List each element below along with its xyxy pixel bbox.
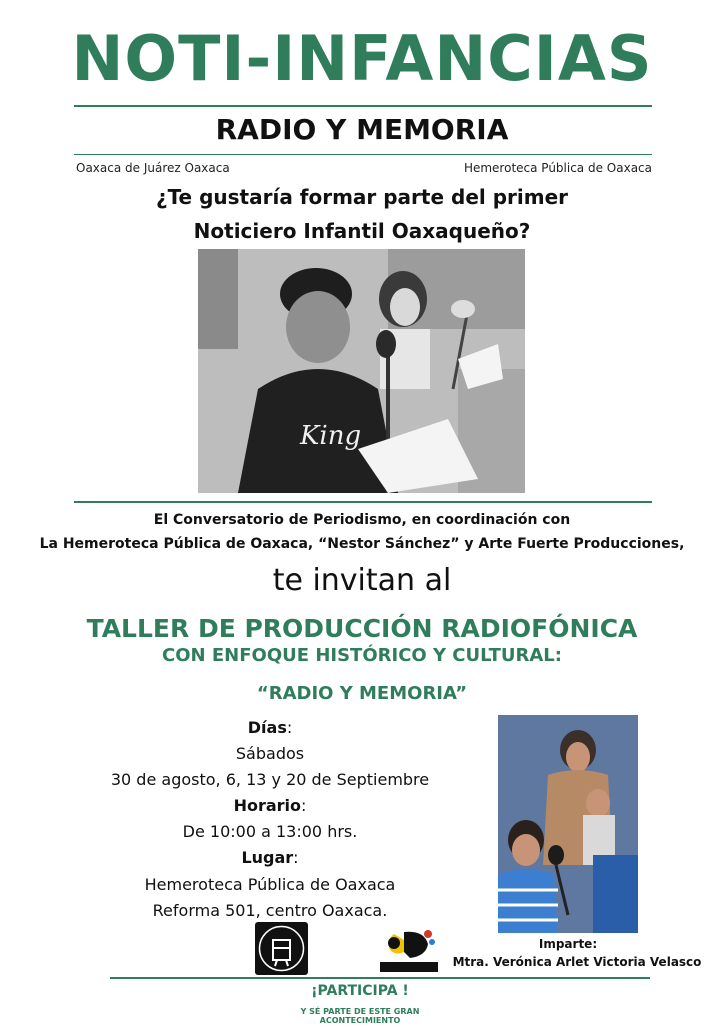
footer-tagline: Y SÉ PARTE DE ESTE GRAN ACONTECIMIENTO bbox=[300, 1007, 420, 1025]
instructor-illustration bbox=[498, 715, 638, 933]
instructor-label: Imparte: bbox=[538, 937, 598, 951]
dias-block bbox=[110, 718, 430, 737]
dias-value-1: Sábados bbox=[235, 744, 305, 763]
footer-divider bbox=[110, 977, 650, 979]
workshop-name: “RADIO Y MEMORIA” bbox=[256, 683, 468, 704]
dias-label: Días bbox=[247, 718, 287, 737]
horario-value: De 10:00 a 13:00 hrs. bbox=[182, 822, 358, 841]
arte-fuerte-logo-icon bbox=[380, 926, 438, 972]
lugar-value-2: Reforma 501, centro Oaxaca. bbox=[152, 901, 388, 920]
coordination-line-1: El Conversatorio de Periodismo, en coordinación con bbox=[153, 512, 571, 528]
subtitle-divider bbox=[74, 154, 652, 155]
location-right: Hemeroteca Pública de Oaxaca bbox=[463, 161, 652, 175]
lugar-colon: : bbox=[293, 848, 299, 867]
horario-block bbox=[110, 796, 430, 815]
lugar-label: Lugar bbox=[241, 848, 294, 867]
coordination-line-2: La Hemeroteca Pública de Oaxaca, “Nestor Sánchez” y Arte Fuerte Producciones, bbox=[39, 536, 685, 552]
workshop-subtitle: CON ENFOQUE HISTÓRICO Y CULTURAL: bbox=[162, 645, 562, 666]
location-left: Oaxaca de Juárez Oaxaca bbox=[76, 161, 230, 175]
arte-fuerte-logo bbox=[380, 926, 438, 972]
instructor-photo bbox=[498, 715, 638, 933]
invite-text: te invitan al bbox=[272, 563, 452, 598]
question-line-2: Noticiero Infantil Oaxaqueño? bbox=[193, 219, 531, 243]
photo-divider bbox=[74, 501, 652, 503]
dias-value-2: 30 de agosto, 6, 13 y 20 de Septiembre bbox=[110, 770, 430, 789]
hemeroteca-logo bbox=[255, 922, 308, 975]
title-divider bbox=[74, 105, 652, 107]
instructor-name: Mtra. Verónica Arlet Victoria Velasco bbox=[452, 955, 702, 969]
poster-title: NOTI-INFANCIAS bbox=[71, 22, 653, 95]
lugar-block bbox=[110, 848, 430, 867]
workshop-title: TALLER DE PRODUCCIÓN RADIOFÓNICA bbox=[86, 614, 638, 643]
dias-colon: : bbox=[286, 718, 293, 737]
participa-text: ¡PARTICIPA ! bbox=[311, 983, 409, 999]
horario-colon: : bbox=[301, 796, 307, 815]
horario-label: Horario bbox=[233, 796, 302, 815]
lugar-value-1: Hemeroteca Pública de Oaxaca bbox=[144, 875, 396, 894]
hemeroteca-logo-icon bbox=[255, 922, 308, 975]
poster-subtitle: RADIO Y MEMORIA bbox=[215, 113, 509, 146]
main-photo bbox=[198, 249, 525, 493]
radio-kids-illustration bbox=[198, 249, 525, 493]
shirt-text: King bbox=[300, 421, 362, 451]
question-line-1: ¿Te gustaría formar parte del primer bbox=[155, 185, 569, 209]
